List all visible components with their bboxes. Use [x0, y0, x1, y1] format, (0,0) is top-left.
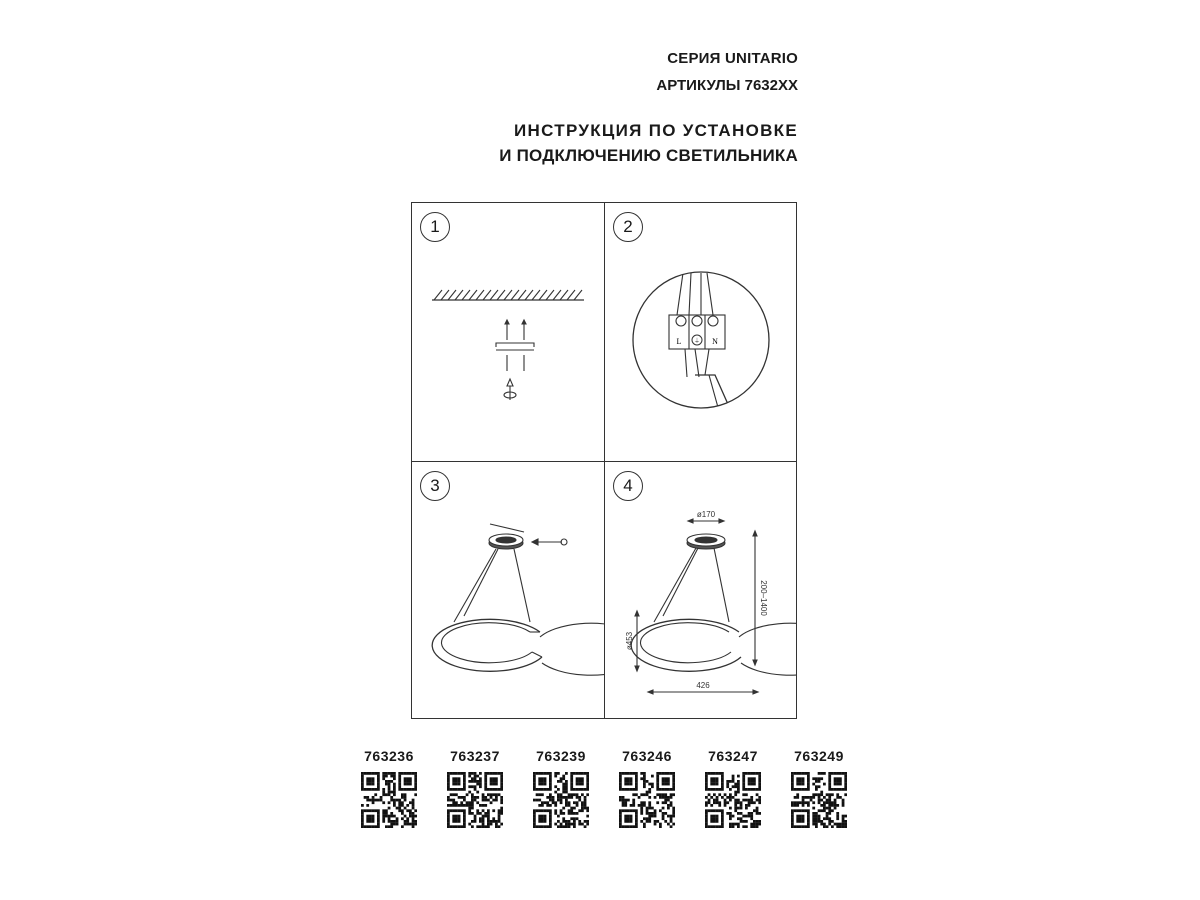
- height-range-label: 200–1400: [759, 580, 768, 616]
- step-1-panel: [412, 203, 605, 462]
- terminal-label-earth: ⏚: [693, 338, 701, 345]
- article-code: 763247: [708, 748, 758, 764]
- fixture-assembly-illustration: [412, 462, 604, 718]
- step-number-badge: 3: [420, 471, 450, 501]
- step-4-panel: [605, 462, 796, 718]
- qr-block: [698, 748, 768, 828]
- instruction-title-line1: ИНСТРУКЦИЯ ПО УСТАНОВКЕ: [514, 121, 798, 140]
- step-3-panel: [412, 462, 605, 718]
- article-code: 763249: [794, 748, 844, 764]
- qr-code-image[interactable]: [533, 772, 589, 828]
- article-numbers: АРТИКУЛЫ 7632XX: [656, 77, 798, 94]
- ring-diameter-label: ø453: [625, 631, 634, 651]
- instruction-title-line2: И ПОДКЛЮЧЕНИЮ СВЕТИЛЬНИКА: [499, 146, 798, 165]
- terminal-label-neutral: N: [712, 337, 718, 346]
- article-code: 763237: [450, 748, 500, 764]
- qr-block: [612, 748, 682, 828]
- qr-code-image[interactable]: [705, 772, 761, 828]
- qr-block: [526, 748, 596, 828]
- qr-code-image[interactable]: [447, 772, 503, 828]
- terminal-label-live: L: [676, 337, 682, 346]
- wiring-terminal-illustration: [605, 203, 796, 461]
- qr-block: [440, 748, 510, 828]
- article-code: 763239: [536, 748, 586, 764]
- dimensions-illustration: [605, 462, 796, 718]
- canopy-diameter-label: ø170: [696, 510, 716, 519]
- qr-block: [354, 748, 424, 828]
- ceiling-mount-illustration: [412, 203, 604, 461]
- instruction-steps-grid: [411, 202, 797, 719]
- width-label: 426: [696, 681, 710, 690]
- qr-code-image[interactable]: [791, 772, 847, 828]
- step-number-badge: 1: [420, 212, 450, 242]
- qr-block: [784, 748, 854, 828]
- article-code: 763246: [622, 748, 672, 764]
- step-number-badge: 2: [613, 212, 643, 242]
- qr-code-image[interactable]: [361, 772, 417, 828]
- article-code: 763236: [364, 748, 414, 764]
- qr-code-image[interactable]: [619, 772, 675, 828]
- series-title: СЕРИЯ UNITARIO: [667, 50, 798, 67]
- step-2-panel: [605, 203, 796, 462]
- step-number-badge: 4: [613, 471, 643, 501]
